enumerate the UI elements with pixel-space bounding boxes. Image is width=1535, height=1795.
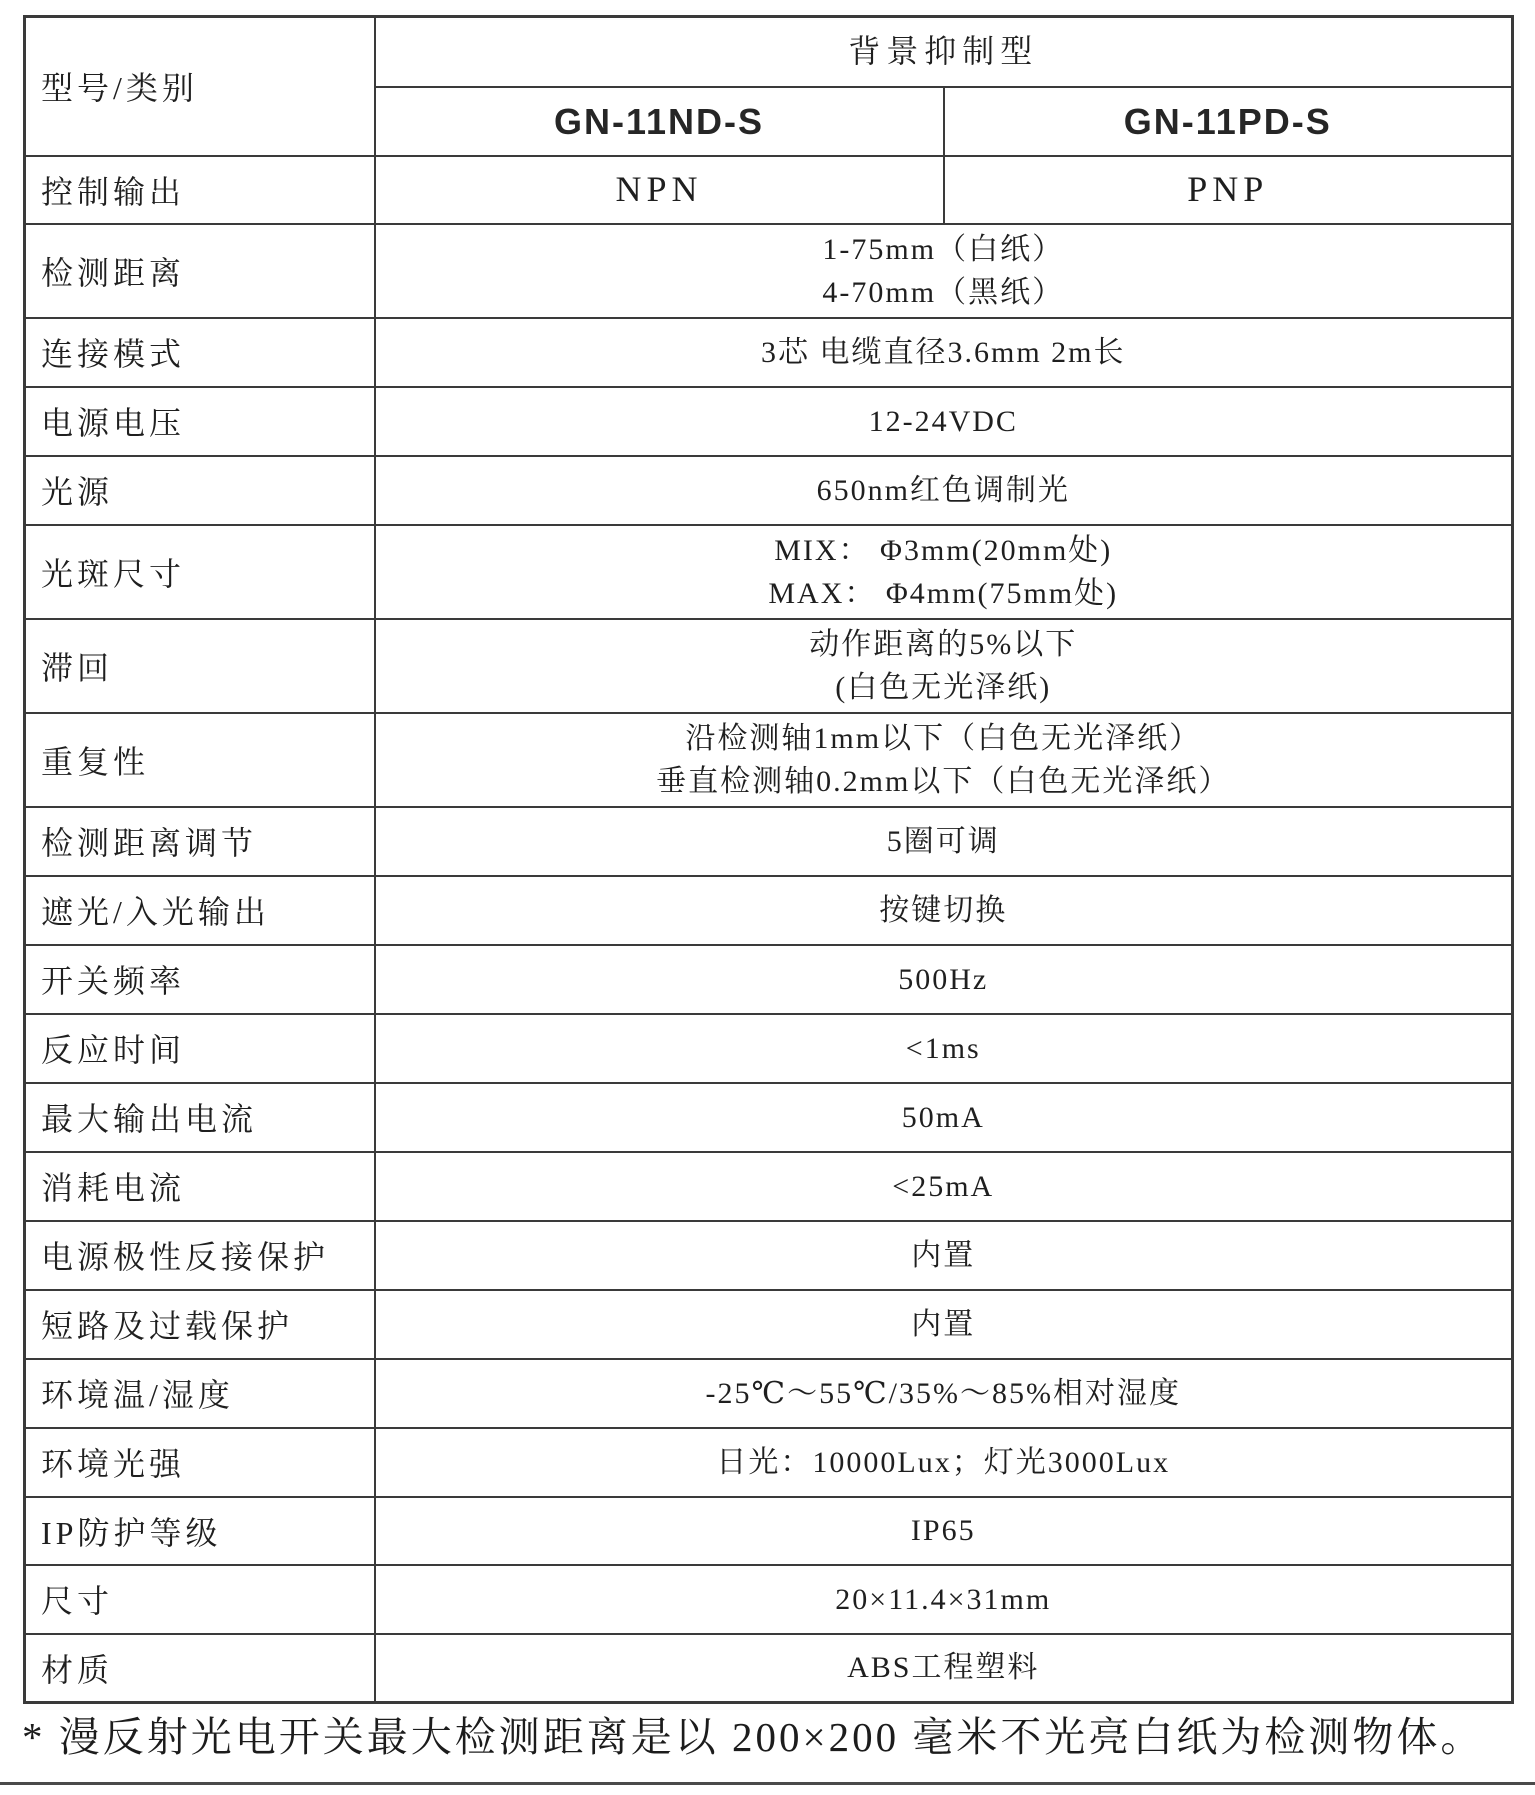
spec-value: <1ms: [375, 1014, 1513, 1083]
spec-value: 12-24VDC: [375, 387, 1513, 456]
table-row: [25, 224, 1513, 318]
spec-value: <25mA: [375, 1152, 1513, 1221]
value-line: (白色无光泽纸): [835, 670, 1052, 704]
row-label: 光源: [25, 456, 375, 525]
type-header-cell: 背景抑制型: [375, 17, 1513, 87]
table-row: [25, 525, 1513, 619]
row-label: 电源极性反接保护: [25, 1221, 375, 1290]
table-row: [25, 387, 1513, 456]
spec-value: IP65: [375, 1497, 1513, 1565]
row-label: 消耗电流: [25, 1152, 375, 1221]
row-label: 尺寸: [25, 1565, 375, 1634]
spec-value: -25℃～55℃/35%～85%相对湿度: [375, 1359, 1513, 1428]
value-line: MIX： Φ3mm(20mm处): [774, 533, 1113, 567]
spec-value: 5圈可调: [375, 807, 1513, 876]
table-row: [25, 456, 1513, 525]
value-line: 1-75mm（白纸）: [822, 232, 1065, 266]
table-row: [25, 1014, 1513, 1083]
value-line: 沿检测轴1mm以下（白色无光泽纸）: [685, 721, 1202, 755]
spec-value: 20×11.4×31mm: [375, 1565, 1513, 1634]
row-label: 遮光/入光输出: [25, 876, 375, 945]
table-row: [25, 876, 1513, 945]
row-label: 短路及过载保护: [25, 1290, 375, 1359]
row-label: 材质: [25, 1634, 375, 1703]
spec-value: ABS工程塑料: [375, 1634, 1513, 1703]
table-row: [25, 17, 1513, 87]
spec-value: 3芯 电缆直径3.6mm 2m长: [375, 318, 1513, 387]
spec-value: 按键切换: [375, 876, 1513, 945]
spec-value: 日光：10000Lux；灯光3000Lux: [375, 1428, 1513, 1497]
spec-value: 内置: [375, 1290, 1513, 1359]
spec-value: 50mA: [375, 1083, 1513, 1152]
row-label: 光斑尺寸: [25, 525, 375, 619]
row-label: 反应时间: [25, 1014, 375, 1083]
value-line: 4-70mm（黑纸）: [822, 275, 1065, 309]
table-row: [25, 1083, 1513, 1152]
bottom-rule: [0, 1782, 1535, 1785]
spec-value: [375, 713, 1513, 807]
row-label: 滞回: [25, 619, 375, 713]
table-row: [25, 807, 1513, 876]
row-label: 重复性: [25, 713, 375, 807]
table-row: [25, 1634, 1513, 1703]
model-cell-left: GN-11ND-S: [375, 87, 944, 156]
row-label: 电源电压: [25, 387, 375, 456]
spec-table: [23, 15, 1514, 1704]
table-row: [25, 945, 1513, 1014]
table-row: [25, 1359, 1513, 1428]
row-label: IP防护等级: [25, 1497, 375, 1565]
value-line: 垂直检测轴0.2mm以下（白色无光泽纸）: [656, 764, 1231, 798]
output-value-left: NPN: [375, 156, 944, 224]
row-label: 环境光强: [25, 1428, 375, 1497]
table-row: [25, 1565, 1513, 1634]
row-label: 开关频率: [25, 945, 375, 1014]
table-row: [25, 318, 1513, 387]
row-label: 检测距离调节: [25, 807, 375, 876]
table-row: [25, 1428, 1513, 1497]
spec-value: 650nm红色调制光: [375, 456, 1513, 525]
row-label: 控制输出: [25, 156, 375, 224]
spec-value: [375, 619, 1513, 713]
table-row: [25, 1152, 1513, 1221]
value-line: MAX： Φ4mm(75mm处): [768, 576, 1119, 610]
spec-value: [375, 525, 1513, 619]
row-label: 检测距离: [25, 224, 375, 318]
table-row: [25, 1221, 1513, 1290]
table-row: [25, 156, 1513, 224]
row-label: 连接模式: [25, 318, 375, 387]
table-row: [25, 1497, 1513, 1565]
model-cell-right: GN-11PD-S: [944, 87, 1513, 156]
footnote: * 漫反射光电开关最大检测距离是以 200×200 毫米不光亮白纸为检测物体。: [22, 1714, 1485, 1760]
spec-value: 内置: [375, 1221, 1513, 1290]
spec-value: [375, 224, 1513, 318]
table-row: [25, 619, 1513, 713]
table-row: [25, 713, 1513, 807]
table-row: [25, 1290, 1513, 1359]
value-line: 动作距离的5%以下: [809, 627, 1078, 661]
spec-value: 500Hz: [375, 945, 1513, 1014]
row-label: 最大输出电流: [25, 1083, 375, 1152]
row-label: 环境温/湿度: [25, 1359, 375, 1428]
output-value-right: PNP: [944, 156, 1513, 224]
category-label-cell: 型号/类别: [25, 17, 375, 156]
